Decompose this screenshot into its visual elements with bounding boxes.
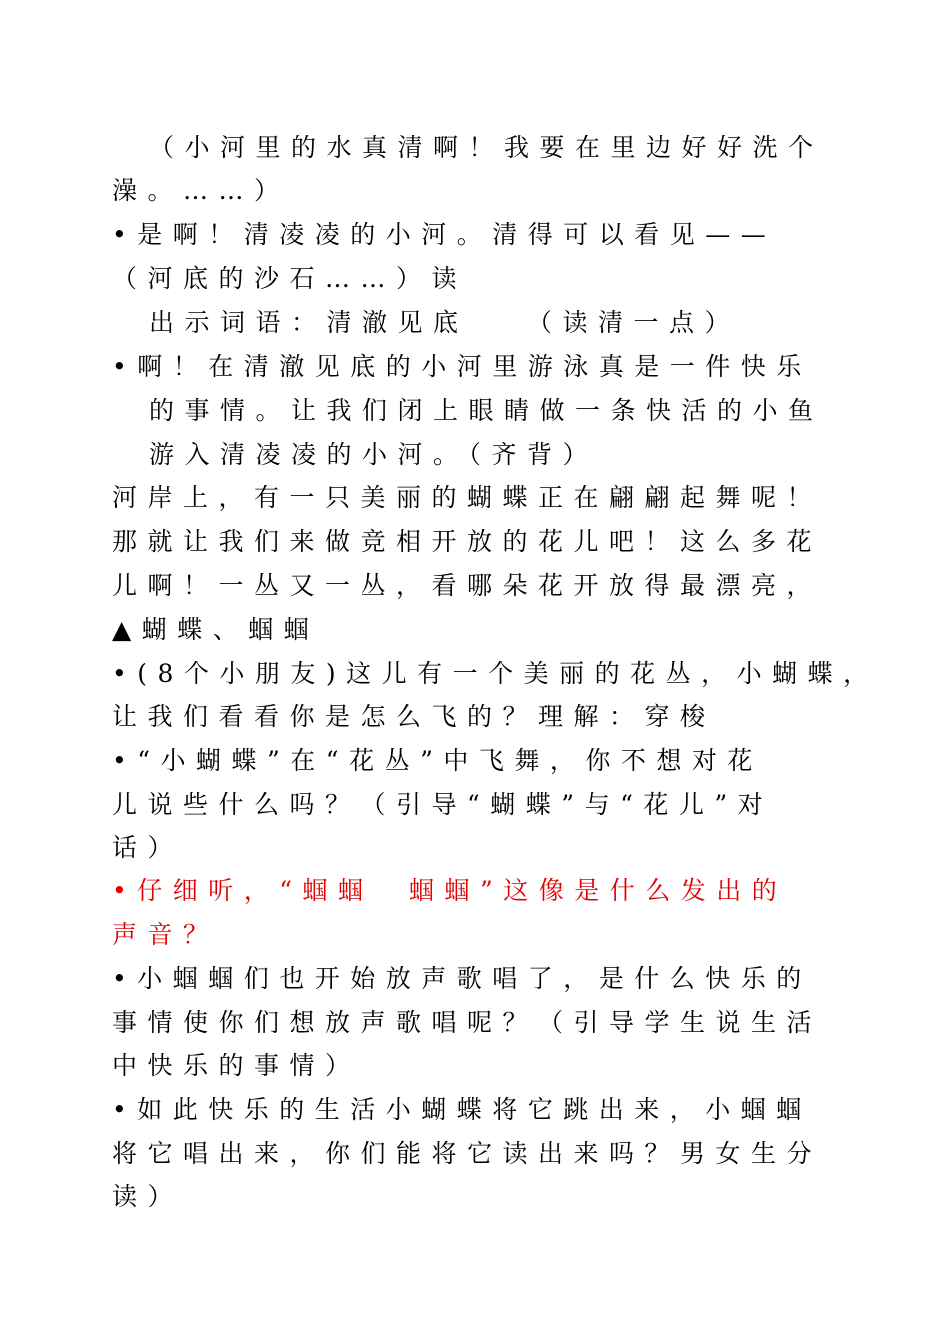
bullet-line: •如此快乐的生活小蝴蝶将它跳出来，小蝈蝈 bbox=[112, 1095, 812, 1124]
text-line: 话） bbox=[112, 833, 184, 862]
text-line: 那就让我们来做竞相开放的花儿吧！这么多花 bbox=[112, 527, 823, 556]
text-line: 儿啊！一丛又一丛，看哪朵花开放得最漂亮， bbox=[112, 571, 823, 600]
bullet-line: •“小蝴蝶”在“花丛”中飞舞，你不想对花 bbox=[112, 746, 763, 775]
text-line: 让我们看看你是怎么飞的？理解：穿梭 bbox=[112, 702, 716, 731]
text-line: 读） bbox=[112, 1182, 184, 1211]
text-line: 事情使你们想放声歌唱呢？（引导学生说生活 bbox=[112, 1008, 823, 1037]
bullet-line: •小蝈蝈们也开始放声歌唱了，是什么快乐的 bbox=[112, 964, 812, 993]
section-heading: ▲蝴蝶、蝈蝈 bbox=[112, 615, 320, 644]
text-line: 将它唱出来，你们能将它读出来吗？男女生分 bbox=[112, 1139, 823, 1168]
bullet-line: •啊！在清澈见底的小河里游泳真是一件快乐 bbox=[112, 352, 812, 381]
highlighted-bullet-line: •仔细听，“蝈蝈 蝈蝈”这像是什么发出的 bbox=[112, 876, 788, 905]
vocab-line: 出示词语：清澈见底 （读清一点） bbox=[149, 308, 741, 337]
text-line: （河底的沙石……）读 bbox=[112, 264, 468, 293]
text-line: 儿说些什么吗？（引导“蝴蝶”与“花儿”对 bbox=[112, 790, 774, 819]
text-line: 游入清凌凌的小河。（齐背） bbox=[149, 440, 599, 469]
highlighted-text-line: 声音？ bbox=[112, 920, 219, 949]
bullet-line: •是啊！清凌凌的小河。清得可以看见—— bbox=[112, 220, 777, 249]
text-line: 中快乐的事情） bbox=[112, 1051, 361, 1080]
text-line: （小河里的水真清啊！我要在里边好好洗个 bbox=[149, 133, 824, 162]
text-line: 河岸上，有一只美丽的蝴蝶正在翩翩起舞呢！ bbox=[112, 483, 823, 512]
text-line: 澡。……） bbox=[112, 176, 290, 205]
bullet-line: •(8个小朋友)这儿有一个美丽的花丛，小蝴蝶， bbox=[112, 659, 879, 688]
text-line: 的事情。让我们闭上眼睛做一条快活的小鱼 bbox=[149, 396, 824, 425]
